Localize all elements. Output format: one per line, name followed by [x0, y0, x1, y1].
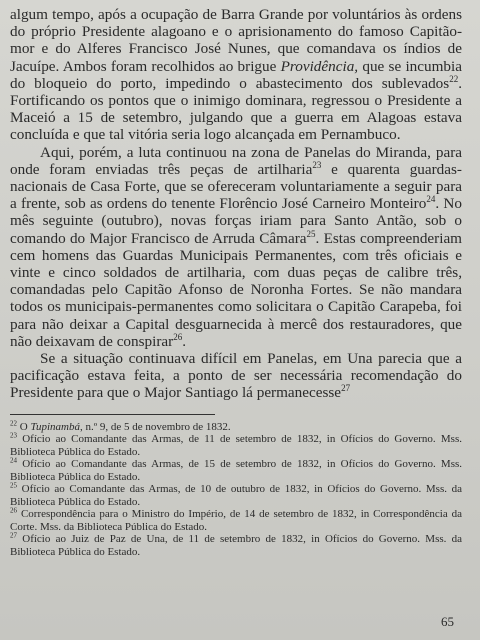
- text-run: Aqui, porém, a luta continuou na zona de Panelas do Miranda, para onde foram enviadas três peças de artilharia: [10, 143, 462, 178]
- footnote: [10, 458, 462, 483]
- main-text: [10, 6, 462, 402]
- footnotes: [10, 421, 462, 559]
- paragraph: [10, 6, 462, 144]
- text-run: . No mês seguinte (outubro), novas forças iriam para Santo Antão, sob o comando do Major Francisco de Arruda Câmara: [10, 195, 462, 247]
- text-run: , n.º 9, de 5 de novembro de 1832.: [79, 420, 231, 433]
- footnote-number: 26: [10, 506, 17, 515]
- text-run: . Fortificando os pontos que o inimigo dominara, regressou o Presidente a Maceió a 15 de setembro, julgando que a guerra em Alagoas estava concluída e que tal vitória seria logo alcançada em Pernambuco.: [10, 74, 462, 144]
- italic-text: Tupinambá: [30, 420, 80, 433]
- paragraph: [10, 144, 462, 350]
- text-run: e quarenta guardas-nacionais de Casa Forte, que se ofereceram voluntariamente a seguir para a frente, sob as ordens do tenente Florêncio José Carneiro Monteiro: [10, 160, 462, 213]
- footnote-ref: 23: [312, 159, 322, 170]
- text-run: Ofício ao Comandante das Armas, de 11 de setembro de 1832, in Ofícios do Governo. Mss. Biblioteca Pública do Estado.: [10, 433, 462, 458]
- text-run: que se incumbia do bloqueio do porto, impedindo o abastecimento dos sublevados: [10, 57, 462, 92]
- footnote-ref: 26: [173, 331, 183, 342]
- footnote: [10, 483, 462, 508]
- footnote-ref: 27: [341, 383, 351, 394]
- footnote-ref: 25: [306, 228, 316, 239]
- text-run: Se a situação continuava difícil em Panelas, em Una parecia que a pacificação estava feita, a ponto de ser necessária recomendação do Presidente para que o Major Santiago lá permanecesse: [10, 350, 462, 402]
- footnote-number: 25: [10, 481, 17, 490]
- footnote: [10, 433, 462, 458]
- footnote-number: 22: [10, 419, 17, 428]
- text-run: Correspondência para o Ministro do Império, de 14 de setembro de 1832, in Correspondência da Corte. Mss. da Biblioteca Pública do Estado.: [10, 508, 463, 533]
- paragraph: [10, 350, 462, 402]
- footnote-divider: [10, 414, 215, 415]
- footnote-number: 27: [10, 531, 17, 540]
- footnote-number: 24: [10, 456, 17, 465]
- text-run: Ofício ao Comandante das Armas, de 15 de setembro de 1832, in Ofícios do Governo. Mss. Biblioteca Pública do Estado.: [10, 458, 463, 483]
- text-run: .: [182, 332, 186, 350]
- footnote-ref: 24: [426, 194, 436, 205]
- text-run: algum tempo, após a ocupação de Barra Grande por voluntários às ordens do próprio Presidente alagoano e o aprisionamento do famoso Capitão-mor e do Alferes Francisco José Nunes, que comandava os índios de Jacuípe. Ambos foram recolhidos ao brigue: [10, 6, 462, 75]
- footnote: [10, 533, 462, 558]
- italic-text: Providência,: [280, 57, 359, 75]
- footnote: [10, 508, 462, 533]
- footnote-number: 23: [10, 431, 17, 440]
- text-run: O: [19, 420, 31, 433]
- footnote: [10, 421, 462, 434]
- footnote-ref: 22: [449, 73, 459, 84]
- text-run: Ofício ao Comandante das Armas, de 10 de outubro de 1832, in Ofícios do Governo. Mss. da Biblioteca Pública do Estado.: [10, 483, 463, 508]
- text-run: Ofício ao Juiz de Paz de Una, de 11 de setembro de 1832, in Ofícios do Governo. Mss. da Biblioteca Pública do Estado.: [10, 533, 463, 558]
- text-run: . Estas compreenderiam cem homens das Guardas Municipais Permanentes, com três oficiais e vinte e cinco soldados de artilharia, com duas peças de calibre três, comandadas pelo Capitão Afonso de Noronha Fortes. Se não mandara todos os municipais-permanentes como solicitara o Capitão Carapeba, foi para não deixar a Capital desguarnecida à mercê dos restauradores, que não deixavam de conspirar: [10, 229, 462, 350]
- page-number: 65: [441, 614, 454, 629]
